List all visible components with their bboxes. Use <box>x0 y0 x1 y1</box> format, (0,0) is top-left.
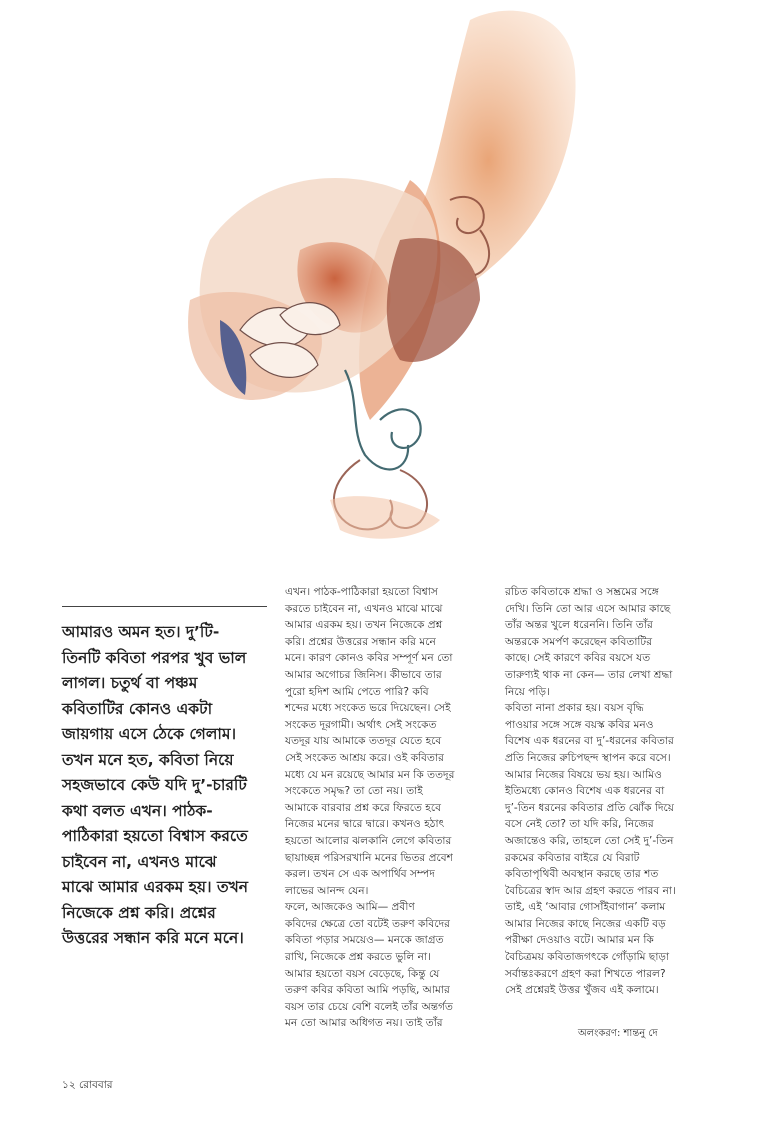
watercolor-illustration <box>150 0 580 560</box>
paragraph: রচিত কবিতাকে শ্রদ্ধা ও সম্ভ্রমের সঙ্গে দেখি। তিনি তো আর এসে আমার কাছে তাঁর অন্তর খুলে ধরেননি। তিনি তাঁর অন্তরকে সমর্পণ করেছেন কবিতাটির কাছে। সেই কারণে কবির বয়সে যত তারুণ্যই থাক না কেন— তার লেখা শ্রদ্ধা নিয়ে পড়ি। <box>505 586 673 698</box>
watercolor-hand-with-flower-icon <box>150 0 580 560</box>
paragraph: এখন। পাঠক-পাঠিকারা হয়তো বিশ্বাস করতে চাইবেন না, এখনও মাঝে মাঝে আমার এরকম হয়। তখন নিজেকে প্রশ্ন করি। প্রশ্নের উত্তরের সন্ধান করি মনে মনে। কারণ কোনও কবির সম্পূর্ণ মন তো আমার অগোচর জিনিস। কীভাবে তার পুরো হদিশ আমি পেতে পারি? কবি শব্দের মধ্যে সংকেত ভরে দিয়েছেন। সেই সংকেত দূরগামী। অর্থাৎ সেই সংকেত যতদূর যায় আমাকে ততদূর যেতে হবে সেই সংকেত আশ্রয় করে। ওই কবিতার মধ্যে যে মন রয়েছে আমার মন কি ততদূর সংকেতে সমৃদ্ধ? তা তো নয়। তাই আমাকে বারবার প্রশ্ন করে ফিরতে হবে নিজের মনের দ্বারে দ্বারে। কখনও হঠাৎ হয়তো আলোর ঝলকানি লেগে কবিতার ছায়াচ্ছন্ন পরিসরখানি মনের ভিতর প্রবেশ করল। তখন সে এক অপার্থিব সম্পদ লাভের আনন্দ যেন। <box>285 586 455 897</box>
article-column-2 <box>285 584 490 1032</box>
article-column-3 <box>505 584 717 999</box>
pull-quote: আমারও অমন হত। দু’টি- তিনটি কবিতা পরপর খুব ভাল লাগল। চতুর্থ বা পঞ্চম কবিতাটির কোনও একটা জায়গায় এসে ঠেকে গেলাম। তখন মনে হত, কবিতা নিয়ে সহজভাবে কেউ যদি দু’-চারটি কথা বলত এখন। পাঠক- পাঠিকারা হয়তো বিশ্বাস করতে চাইবেন না, এখনও মাঝে মাঝে আমার এরকম হয়। তখন নিজেকে প্রশ্ন করি। প্রশ্নের উত্তরের সন্ধান করি মনে মনে। <box>62 623 248 947</box>
paragraph: তাই, এই ‘আবার গোসাঁইবাগান’ কলাম আমার নিজের কাছে নিজের একটি বড় পরীক্ষা দেওয়াও বটে। আমার মন কি বৈচিত্রময় কবিতাজগৎকে গোঁড়ামি ছাড়া সর্বান্তঃকরণে গ্রহণ করা শিখতে পারল? সেই প্রশ্নেরই উত্তর খুঁজব এই কলামে। <box>505 901 670 997</box>
page-folio: ১২ রোববার <box>62 1079 113 1091</box>
divider-rule <box>62 606 267 607</box>
paragraph: কবিতা নানা প্রকার হয়। বয়স বৃদ্ধি পাওয়ার সঙ্গে সঙ্গে বয়স্ক কবির মনও বিশেষ এক ধরনের বা দু’-ধরনের কবিতার প্রতি নিজের রুচিপছন্দ স্থাপন করে বসে। আমার নিজের বিষয়ে ভয় হয়। আমিও ইতিমধ্যে কোনও বিশেষ এক ধরনের বা দু’-তিন ধরনের কবিতার প্রতি ঝোঁক দিয়ে বসে নেই তো? তা যদি করি, নিজের অজান্তেও করি, তাহলে তো সেই দু’-তিন রকমের কবিতার বাইরে যে বিরাট কবিতাপৃথিবী অবস্থান করছে তার শত বৈচিত্রের স্বাদ আর গ্রহণ করতে পারব না। <box>505 702 676 897</box>
paragraph: ফলে, আজকেও আমি— প্রবীণ কবিদের ক্ষেত্রে তো বটেই তরুণ কবিদের কবিতা পড়ার সময়েও— মনকে জাগ্রত রাখি, নিজেকে প্রশ্ন করতে ভুলি না। আমার হয়তো বয়স বেড়েছে, কিন্তু যে তরুণ কবির কবিতা আমি পড়ছি, আমার বয়স তার চেয়ে বেশি বলেই তাঁর অন্তর্গত মন তো আমার অধিগত নয়। তাই তাঁর <box>285 901 453 1030</box>
illustration-credit: অলংকরণ: শান্তনু দে <box>578 1028 658 1039</box>
